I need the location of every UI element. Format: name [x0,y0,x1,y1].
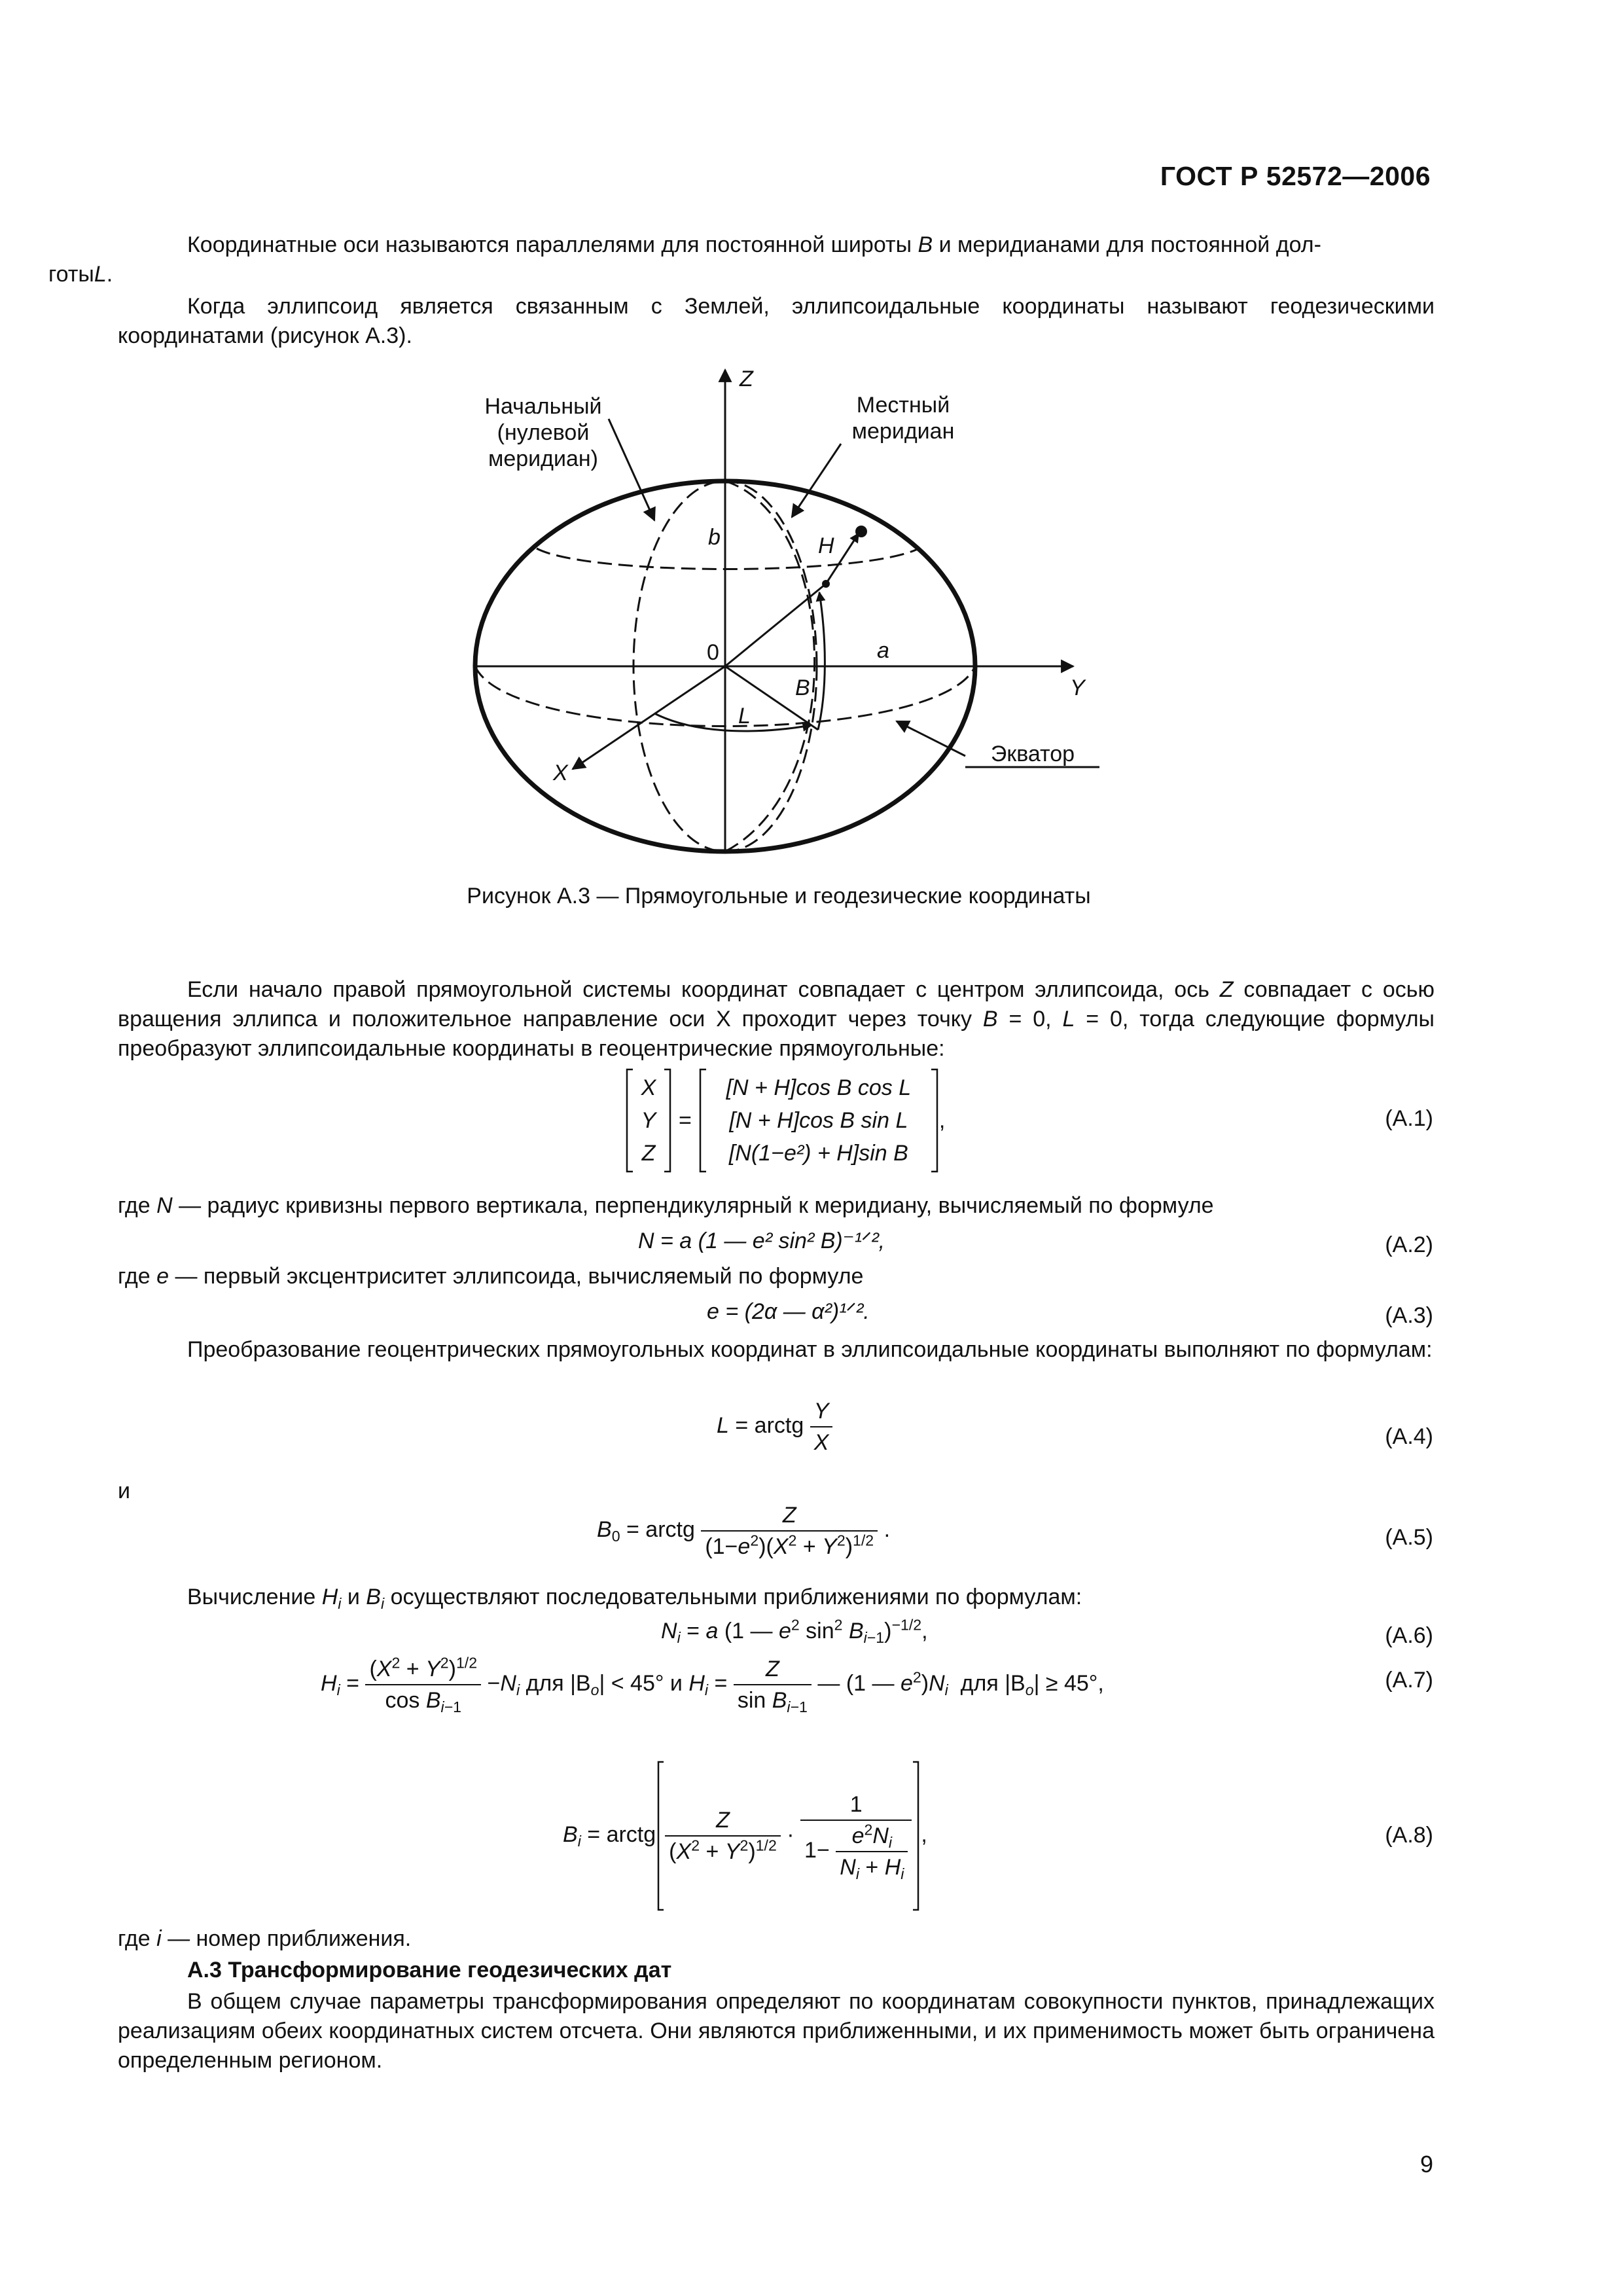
surface-dot [822,580,830,588]
paragraph-iteration [118,1583,1435,1612]
text: и [341,1585,366,1609]
paragraph-text: совпадает с осью вращения эллипса и положительное направление оси X проходит через точку [118,977,1435,1031]
label-equator: Экватор [990,742,1075,766]
label-initial-1: Начальный [484,394,602,419]
paragraph-transformation: В общем случае параметры трансформирования определяют по координатам совокупности пунктов, принадлежащих реализациям обеих координатных систем отсчета. Они являются приближенными, и их применимость может быть ограничена определенным регионом. [118,1989,1435,2073]
text: где [118,1264,157,1289]
matrix-lhs [634,1071,663,1170]
intro-text: Координатные оси называются параллелями для постоянной широты [187,232,918,257]
matrix-y: Y [641,1108,656,1133]
matrix-x: X [641,1075,656,1100]
var-i: i [156,1926,162,1951]
paragraph-text: Если начало правой прямоугольной системы координат совпадает с центром эллипсоида, ось [187,977,1220,1002]
var-e: e [156,1264,169,1289]
var-b: B [982,1007,998,1031]
label-local-2: меридиан [851,419,955,444]
intro-paragraph-2: Когда эллипсоид является связанным с Землей, эллипсоидальные координаты называют геодезическими координатами (рисунок А.3). [118,294,1435,348]
equation-number: (А.8) [1385,1823,1433,1848]
where-n-line [118,1191,1435,1221]
section-title: А.3 Трансформирование геодезических дат [187,1958,672,1982]
matrix-row-3: [N(1−e²) + H]sin B [728,1141,908,1166]
matrix-row-2: [N + H]cos B sin L [729,1108,908,1133]
var-n: N [156,1193,173,1218]
matrix-rhs [707,1071,930,1170]
label-h: H [818,533,834,558]
label-axis-y: Y [1070,675,1085,700]
var-z: Z [1219,977,1234,1002]
right-bracket [912,1761,921,1911]
subscript-i: i [338,1594,342,1612]
equation-a8: $B_i$ = arctg $\frac{Z}{(X^2 + Y^2)^{1/2}}$ · 1 1− $\frac{e^2N_i}{N_i + H_i}$ , [563,1761,927,1911]
label-a: a [877,638,889,663]
label-axis-x: X [553,761,568,785]
label-b: b [708,525,721,550]
conjunction-and: и [118,1479,130,1503]
equation-number: (А.1) [1385,1106,1433,1131]
label-axis-z: Z [740,367,753,391]
text: — радиус кривизны первого вертикала, перпендикулярный к меридиану, вычисляемый по формуле [172,1193,1214,1218]
point-dot [855,526,867,537]
paragraph-text: = 0, тогда следующие формулы преобразуют эллипсоидальные координаты в геоцентрические прямоугольные: [118,1007,1435,1061]
initial-meridian-leader [609,419,654,520]
matrix-row-1: [N + H]cos B cos L [726,1075,912,1100]
var-b: B [366,1585,381,1609]
text: — первый эксцентриситет эллипсоида, вычисляемый по формуле [169,1264,864,1289]
equation-a1: X Y Z = [N + H]cos B cos L [N + H]cos B sin L [N(1−e²) + H]sin B , [625,1068,945,1173]
text: где [118,1926,157,1951]
page-number: 9 [1419,2151,1433,2178]
equation-number: (А.3) [1385,1303,1433,1328]
equation-number: (А.7) [1385,1668,1433,1693]
equation-number: (А.2) [1385,1232,1433,1257]
figure-caption: Рисунок А.3 — Прямоугольные и геодезические координаты [467,884,1091,908]
document-code-header: ГОСТ Р 52572—2006 [1160,161,1431,191]
condition-text: | < 45° и [599,1670,689,1696]
equation-a5: $B_0$ = arctg $\frac{Z}{(1-e^2)(X^2 + Y^2)^{1/2}}$ . [597,1503,891,1559]
latitude-arc [818,592,825,730]
equation-a7: $H_i$ = $\frac{(X^2 + Y^2)^{1/2}}{\cos B_{i-1}}$ $-N_i$ для $|B_o| < 45^\circ$ и $H_i$ = $\frac{Z}{\sin B_{i-1}}$ — (1 — $e^2)N_i$ для $|B_o| \ge 45^\circ$, [321,1654,1104,1715]
equation-a3: e = (2α — α²)¹ᐟ². [707,1299,870,1324]
equation-a4: L = arctg $\frac{Y}{X}$ [717,1398,832,1456]
text: осуществляют последовательными приближениями по формулам: [384,1585,1082,1609]
label-big-b: B [795,675,810,700]
paragraph-origin [118,975,1435,1064]
equation-a6: $N_i = a$ (1 — $e^2$ $\sin^2 B_{i-1})^{-1/2}$, [661,1616,928,1646]
var-b: B [918,232,933,257]
equation-a2: N = a (1 — e² sin² B)⁻¹ᐟ², [638,1229,885,1253]
left-bracket [698,1068,707,1173]
condition-text: для |B [960,1670,1026,1696]
var-h: H [321,1585,338,1609]
equation-number: (А.5) [1385,1525,1433,1550]
label-initial-3: меридиан) [488,446,599,471]
var-l: L [1062,1007,1075,1031]
equation-number: (А.6) [1385,1623,1433,1648]
equals-sign: = [679,1108,692,1133]
text: где [118,1193,157,1218]
condition-text: | ≥ 45°, [1033,1670,1104,1696]
left-bracket [625,1068,634,1173]
left-bracket [656,1761,665,1911]
label-origin: 0 [707,640,719,665]
label-initial-2: (нулевой [497,420,590,445]
where-i-line [118,1924,1435,1954]
normal-line [725,584,826,666]
condition-text: для |B [526,1670,591,1696]
where-e-line [118,1262,1435,1291]
intro-text: и меридианами для постоянной дол- [933,232,1321,257]
right-bracket [930,1068,939,1173]
text: Вычисление [187,1585,322,1609]
label-l: L [738,704,751,728]
var-l: L [94,262,107,287]
local-meridian-leader [792,444,841,517]
intro-text: готы [48,262,94,287]
label-local-1: Местный [856,393,950,418]
intro-text: . [106,262,113,287]
subscript-i: i [380,1594,385,1612]
text: — номер приближения. [161,1926,412,1951]
equation-number: (А.4) [1385,1424,1433,1449]
right-bracket [663,1068,672,1173]
parallel-arc [537,548,919,569]
longitude-arc [654,713,812,731]
ellipsoid-figure [0,0,1623,916]
paragraph-text: = 0, [997,1007,1063,1031]
matrix-z: Z [641,1141,656,1166]
paragraph-inverse: Преобразование геоцентрических прямоугольных координат в эллипсоидальные координаты выполняют по формулам: [187,1337,1433,1362]
